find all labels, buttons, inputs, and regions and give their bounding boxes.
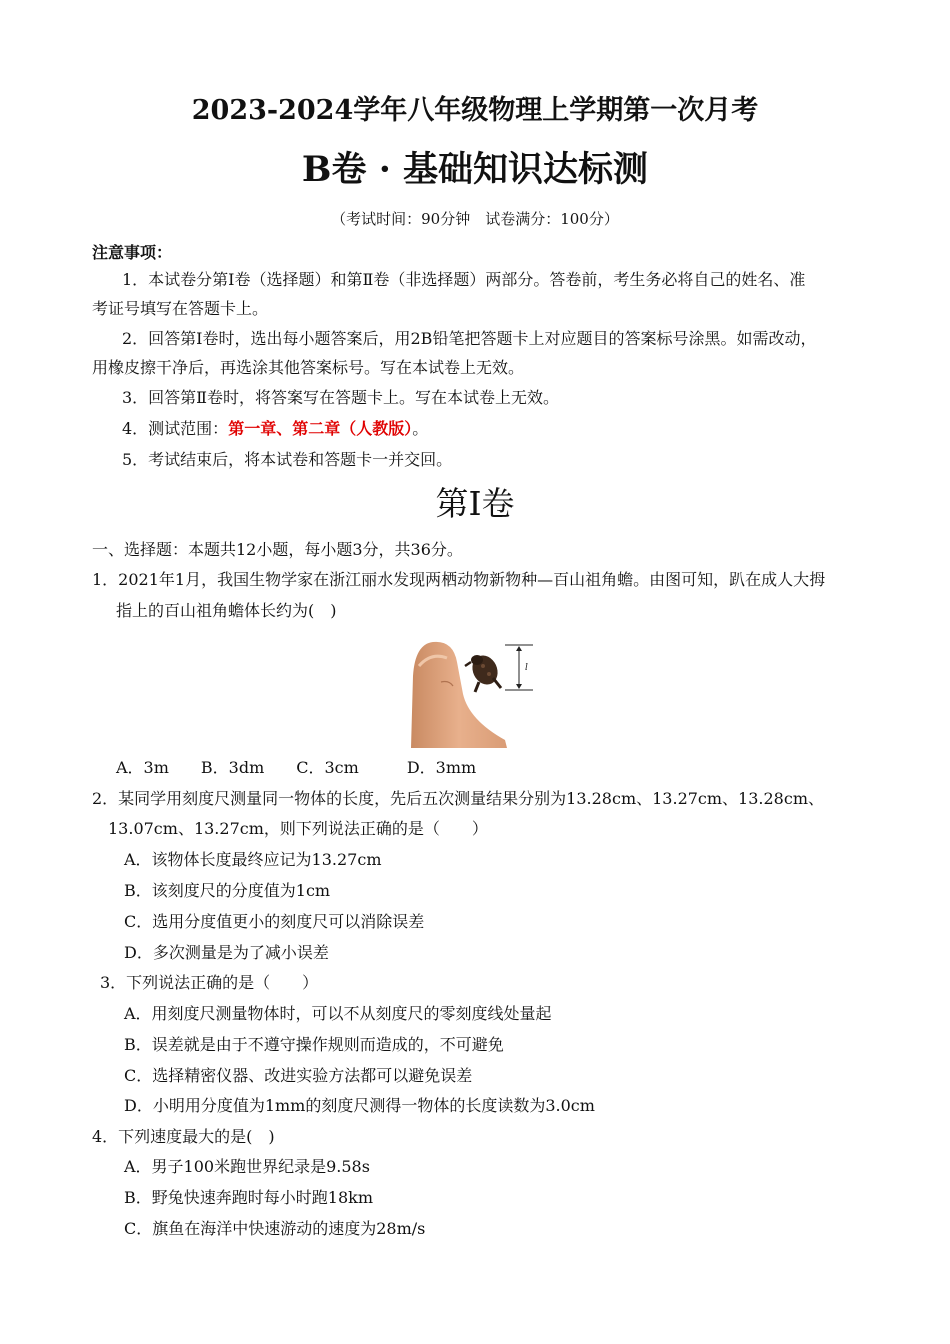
q1-stem-line-1: 1．2021年1月，我国生物学家在浙江丽水发现两栖动物新物种—百山祖角蟾。由图可知，趴在成人大拇 xyxy=(92,570,826,589)
notice-item-5: 5．考试结束后，将本试卷和答题卡一并交回。 xyxy=(122,450,453,469)
notice-item-1-line-1: 1．本试卷分第Ⅰ卷（选择题）和第Ⅱ卷（非选择题）两部分。答卷前，考生务必将自己的姓名、准 xyxy=(122,270,806,289)
q2-option-a: A．该物体长度最终应记为13.27cm xyxy=(124,850,382,869)
frog-icon xyxy=(465,651,502,692)
notice-item-4-suffix: 。 xyxy=(412,419,429,438)
exam-title: 2023-2024学年八年级物理上学期第一次月考 xyxy=(191,95,759,126)
notice-item-2-line-1: 2．回答第Ⅰ卷时，选出每小题答案后，用2B铅笔把答题卡上对应题目的答案标号涂黑。如需改动， xyxy=(122,329,817,348)
q2-stem-line-1: 2．某同学用刻度尺测量同一物体的长度，先后五次测量结果分别为13.28cm、13.27cm、13.28cm、 xyxy=(92,789,824,808)
q1-options: A．3m B．3dm C．3cm D．3mm xyxy=(116,758,477,777)
q1-stem-line-2: 指上的百山祖角蟾体长约为( ) xyxy=(116,601,337,620)
notice-item-1-line-2: 考证号填写在答题卡上。 xyxy=(92,299,269,318)
notice-item-4-prefix: 4．测试范围： xyxy=(122,419,229,438)
length-marker xyxy=(505,645,533,690)
notice-item-4 xyxy=(122,419,428,439)
test-scope: 第一章、第二章（人教版） xyxy=(228,419,413,438)
q4-option-b: B．野兔快速奔跑时每小时跑18km xyxy=(124,1188,373,1207)
notice-heading: 注意事项： xyxy=(92,243,173,262)
q2-stem-line-2: 13.07cm、13.27cm，则下列说法正确的是（ ） xyxy=(108,819,488,838)
q3-option-b: B．误差就是由于不遵守操作规则而造成的，不可避免 xyxy=(124,1035,504,1054)
q3-option-a: A．用刻度尺测量物体时，可以不从刻度尺的零刻度线处量起 xyxy=(124,1004,552,1023)
q3-option-d: D．小明用分度值为1mm的刻度尺测得一物体的长度读数为3.0cm xyxy=(124,1096,595,1115)
q2-option-d: D．多次测量是为了减小误差 xyxy=(124,943,329,962)
section-intro: 一、选择题：本题共12小题，每小题3分，共36分。 xyxy=(92,540,463,559)
q2-option-b: B．该刻度尺的分度值为1cm xyxy=(124,881,331,900)
q3-stem: 3．下列说法正确的是（ ） xyxy=(100,973,319,992)
q4-stem: 4．下列速度最大的是( ) xyxy=(92,1127,275,1146)
notice-item-2-line-2: 用橡皮擦干净后，再选涂其他答案标号。写在本试卷上无效。 xyxy=(92,358,525,377)
length-label: l xyxy=(525,663,528,673)
thumb-shape xyxy=(411,642,507,748)
q3-option-c: C．选择精密仪器、改进实验方法都可以避免误差 xyxy=(124,1066,473,1085)
section-title: 第Ⅰ卷 xyxy=(435,484,515,523)
q4-option-a: A．男子100米跑世界纪录是9.58s xyxy=(124,1157,370,1176)
q4-option-c: C．旗鱼在海洋中快速游动的速度为28m/s xyxy=(124,1219,426,1238)
q2-option-c: C．选用分度值更小的刻度尺可以消除误差 xyxy=(124,912,425,931)
exam-subtitle: B卷 · 基础知识达标测 xyxy=(301,149,649,190)
thumb-frog-figure xyxy=(405,636,539,748)
notice-item-3: 3．回答第Ⅱ卷时，将答案写在答题卡上。写在本试卷上无效。 xyxy=(122,388,560,407)
exam-info: （考试时间：90分钟 试卷满分：100分） xyxy=(331,210,619,228)
